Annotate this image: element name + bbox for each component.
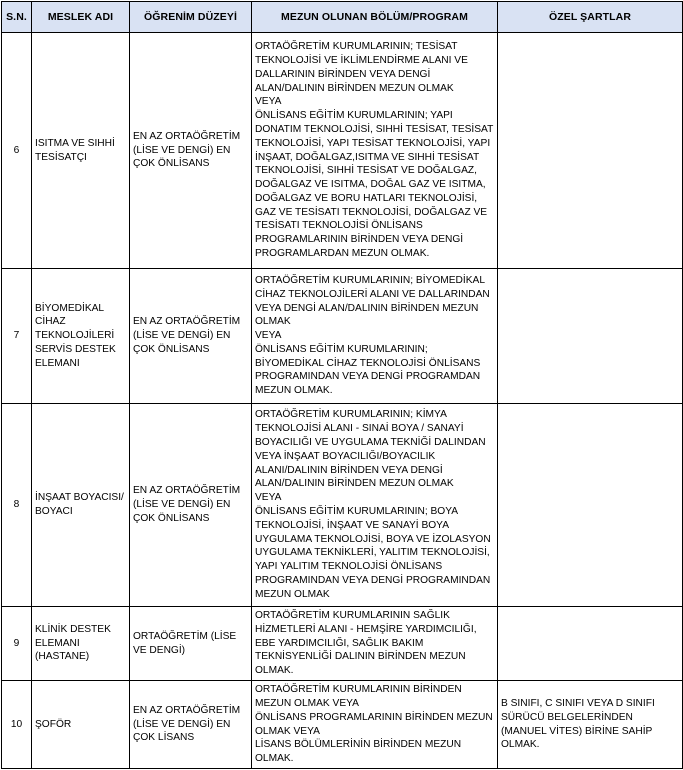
table-row xyxy=(2,404,683,607)
cell-meslek: BİYOMEDİKAL CİHAZ TEKNOLOJİLERİ SERVİS DESTEK ELEMANI xyxy=(32,269,130,404)
table-row xyxy=(2,681,683,769)
occupation-table xyxy=(1,1,683,769)
cell-sn: 6 xyxy=(2,33,32,269)
header-program: MEZUN OLUNAN BÖLÜM/PROGRAM xyxy=(252,2,498,33)
cell-sartlar xyxy=(498,269,683,404)
header-row xyxy=(2,2,683,33)
cell-program xyxy=(252,33,498,269)
cell-sartlar xyxy=(498,33,683,269)
header-meslek: MESLEK ADI xyxy=(32,2,130,33)
cell-sn: 7 xyxy=(2,269,32,404)
header-duzey: ÖĞRENİM DÜZEYİ xyxy=(130,2,252,33)
cell-program xyxy=(252,681,498,769)
table-row xyxy=(2,607,683,681)
cell-meslek: ISITMA VE SIHHİ TESİSATÇI xyxy=(32,33,130,269)
program-text: ORTAÖĞRETİM KURUMLARININ; TESİSAT TEKNOLOJİSİ VE İKLİMLENDİRME ALANI VE DALLARININ BİRİNDEN VEYA DENGİ ALAN/DALININ BİRİNDEN MEZUN OLMAK VEYA ÖNLİSANS EĞİTİM KURUMLARININ; YAPI DONATIM TEKNOLOJİSİ, SIHHİ TESİSAT, TESİSAT TEKNOLOJİSİ, YAPI TESİSAT TEKNOLOJİSİ, YAPI İNŞAAT, DOĞALGAZ,ISITMA VE SIHHİ TESİSAT TEKNOLOJİSİ, SIHHİ TESİSAT VE DOĞALGAZ, DOĞALGAZ VE ISITMA, DOĞAL GAZ VE ISITMA, DOĞALGAZ VE BORU HATLARI TEKNOLOJİSİ, GAZ VE TESİSATI TEKNOLOJİSİ, DOĞALGAZ VE TESİSATI TEKNOLOJİSİ ÖNLİSANS PROGRAMLARININ BİRİNDEN VEYA DENGİ PROGRAMLARDAN MEZUN OLMAK. xyxy=(255,41,494,260)
cell-meslek: KLİNİK DESTEK ELEMANI (HASTANE) xyxy=(32,607,130,681)
table-row xyxy=(2,269,683,404)
cell-duzey: EN AZ ORTAÖĞRETİM (LİSE VE DENGİ) EN ÇOK ÖNLİSANS xyxy=(130,33,252,269)
cell-duzey: EN AZ ORTAÖĞRETİM (LİSE VE DENGİ) EN ÇOK ÖNLİSANS xyxy=(130,269,252,404)
cell-sn: 10 xyxy=(2,681,32,769)
cell-program xyxy=(252,269,498,404)
cell-sn: 9 xyxy=(2,607,32,681)
program-text: ORTAÖĞRETİM KURUMLARININ SAĞLIK HİZMETLERİ ALANI - HEMŞİRE YARDIMCILIĞI, EBE YARDIMCILIĞI, SAĞLIK BAKIM TEKNİSYENLİĞİ DALININ BİRİNDEN MEZUN OLMAK. xyxy=(255,610,477,677)
cell-meslek: İNŞAAT BOYACISI/ BOYACI xyxy=(32,404,130,607)
cell-sartlar xyxy=(498,404,683,607)
cell-sartlar xyxy=(498,681,683,769)
cell-program xyxy=(252,404,498,607)
cell-meslek: ŞOFÖR xyxy=(32,681,130,769)
program-text: ORTAÖĞRETİM KURUMLARININ; KİMYA TEKNOLOJİSİ ALANI - SINAİ BOYA / SANAYİ BOYACILIĞI VE UYGULAMA TEKNİĞİ DALINDAN VEYA İNŞAAT BOYACILIĞI/BOYACILIK ALANI/DALININ BİRİNDEN VEYA DENGİ ALAN/DALININ BİRİNDEN MEZUN OLMAK VEYA ÖNLİSANS EĞİTİM KURUMLARININ; BOYA TEKNOLOJİSİ, İNŞAAT VE SANAYİ BOYA UYGULAMA TEKNOLOJİSİ, BOYA VE İZOLASYON UYGULAMA TEKNİKLERİ, YALITIM TEKNOLOJİSİ, YAPI YALITIM TEKNOLOJİSİ ÖNLİSANS PROGRAMINDAN VEYA DENGİ PROGRAMINDAN MEZUN OLMAK xyxy=(255,409,491,600)
cell-duzey: EN AZ ORTAÖĞRETİM (LİSE VE DENGİ) EN ÇOK LİSANS xyxy=(130,681,252,769)
header-sn: S.N. xyxy=(2,2,32,33)
cell-sartlar xyxy=(498,607,683,681)
cell-duzey: EN AZ ORTAÖĞRETİM (LİSE VE DENGİ) EN ÇOK ÖNLİSANS xyxy=(130,404,252,607)
cell-sn: 8 xyxy=(2,404,32,607)
table-row xyxy=(2,33,683,269)
program-text: ORTAÖĞRETİM KURUMLARININ BİRİNDEN MEZUN OLMAK VEYA ÖNLİSANS PROGRAMLARININ BİRİNDEN MEZUN OLMAK VEYA LİSANS BÖLÜMLERİNİN BİRİNDEN MEZUN OLMAK. xyxy=(255,684,493,765)
header-sartlar: ÖZEL ŞARTLAR xyxy=(498,2,683,33)
sartlar-text: B SINIFI, C SINIFI VEYA D SINIFI SÜRÜCÜ BELGELERİNDEN (MANUEL VİTES) BİRİNE SAHİP OLMAK. xyxy=(501,697,655,751)
cell-program xyxy=(252,607,498,681)
cell-duzey: ORTAÖĞRETİM (LİSE VE DENGİ) xyxy=(130,607,252,681)
program-text: ORTAÖĞRETİM KURUMLARININ; BİYOMEDİKAL CİHAZ TEKNOLOJİLERİ ALANI VE DALLARINDAN VEYA DENGİ ALAN/DALININ BİRİNDEN MEZUN OLMAK VEYA ÖNLİSANS EĞİTİM KURUMLARININ; BİYOMEDİKAL CİHAZ TEKNOLOJİSİ ÖNLİSANS PROGRAMINDAN VEYA DENGİ PROGRAMDAN MEZUN OLMAK. xyxy=(255,274,490,397)
